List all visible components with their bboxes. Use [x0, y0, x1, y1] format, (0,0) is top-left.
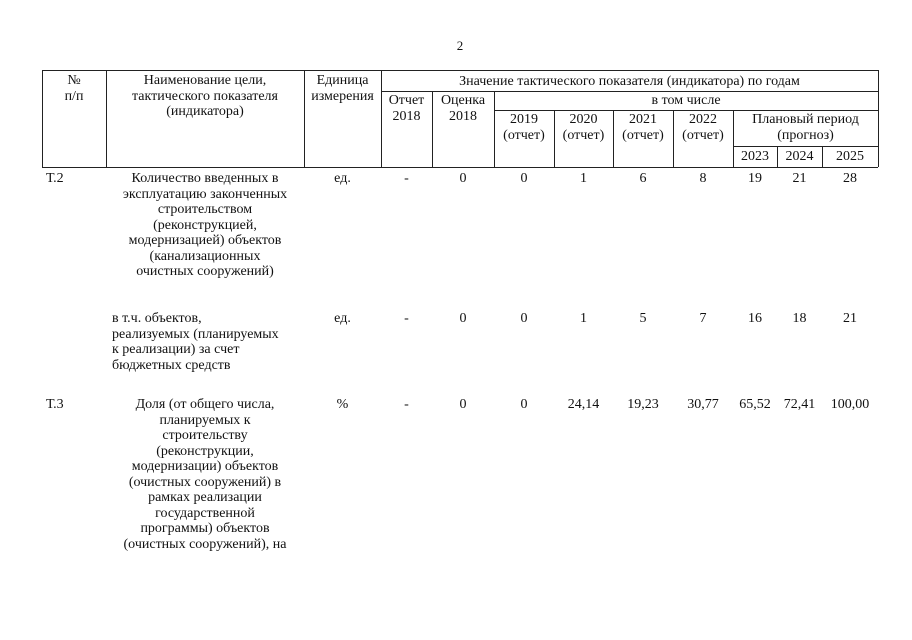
header-2019: 2019 (отчет) — [503, 112, 545, 143]
cell-2021: 19,23 — [627, 397, 659, 412]
cell-2024: 21 — [792, 171, 807, 186]
cell-2022: 7 — [699, 311, 707, 326]
header-report-2018: Отчет 2018 — [388, 93, 425, 124]
row-unit: ед. — [334, 311, 351, 326]
header-2025: 2025 — [836, 149, 864, 164]
header-2023: 2023 — [741, 149, 769, 164]
cell-2025: 28 — [843, 171, 857, 186]
row-name: в т.ч. объектов, реализуемых (планируемых к реализации) за счет бюджетных средств — [112, 311, 279, 373]
cell-estimate-2018: 0 — [459, 311, 467, 326]
header-values: Значение тактического показателя (индикатора) по годам — [459, 74, 800, 89]
table-border-top — [42, 70, 878, 71]
cell-2023: 19 — [748, 171, 762, 186]
cell-estimate-2018: 0 — [459, 397, 467, 412]
row-num: Т.3 — [46, 397, 64, 412]
table-header-bottom — [42, 167, 878, 168]
cell-2023: 16 — [748, 311, 762, 326]
page-number: 2 — [456, 38, 464, 53]
table-border-right — [878, 70, 879, 167]
cell-report-2018: - — [404, 397, 409, 412]
header-2020: 2020 (отчет) — [562, 112, 605, 143]
header-2024: 2024 — [785, 149, 814, 164]
header-2021: 2021 (отчет) — [622, 112, 664, 143]
cell-2020: 1 — [580, 311, 587, 326]
table-line — [381, 91, 878, 92]
header-planned-period: Плановый период (прогноз) — [752, 112, 859, 143]
table-line — [494, 110, 878, 111]
cell-2022: 30,77 — [687, 397, 719, 412]
cell-2019: 0 — [520, 171, 528, 186]
table-line — [733, 146, 878, 147]
header-including: в том числе — [651, 93, 721, 108]
cell-2021: 6 — [639, 171, 647, 186]
cell-2019: 0 — [520, 311, 528, 326]
cell-2020: 1 — [580, 171, 587, 186]
cell-2022: 8 — [699, 171, 707, 186]
row-unit: ед. — [334, 171, 351, 186]
header-unit: Единица измерения — [311, 73, 374, 104]
cell-2021: 5 — [639, 311, 647, 326]
cell-report-2018: - — [404, 311, 409, 326]
cell-2025: 100,00 — [830, 397, 870, 412]
cell-2024: 72,41 — [783, 397, 816, 412]
header-name: Наименование цели, тактического показателя (индикатора) — [132, 73, 278, 119]
row-name: Количество введенных в эксплуатацию законченных строительством (реконструкцией, модернизацией) объектов (канализационных очистных сооружений) — [122, 171, 288, 279]
cell-2019: 0 — [520, 397, 528, 412]
cell-2025: 21 — [843, 311, 857, 326]
cell-2020: 24,14 — [567, 397, 600, 412]
cell-2023: 65,52 — [739, 397, 771, 412]
header-2022: 2022 (отчет) — [682, 112, 724, 143]
cell-report-2018: - — [404, 171, 409, 186]
cell-estimate-2018: 0 — [459, 171, 467, 186]
header-estimate-2018: Оценка 2018 — [440, 93, 486, 124]
header-num: № п/п — [64, 73, 84, 104]
row-name: Доля (от общего числа, планируемых к строительству (реконструкции, модернизации) объектов (очистных сооружений) в рамках реализации государственной программы) объектов (очистных сооружений), на — [123, 397, 287, 552]
row-num: Т.2 — [46, 171, 64, 186]
cell-2024: 18 — [792, 311, 807, 326]
row-unit: % — [336, 397, 349, 412]
